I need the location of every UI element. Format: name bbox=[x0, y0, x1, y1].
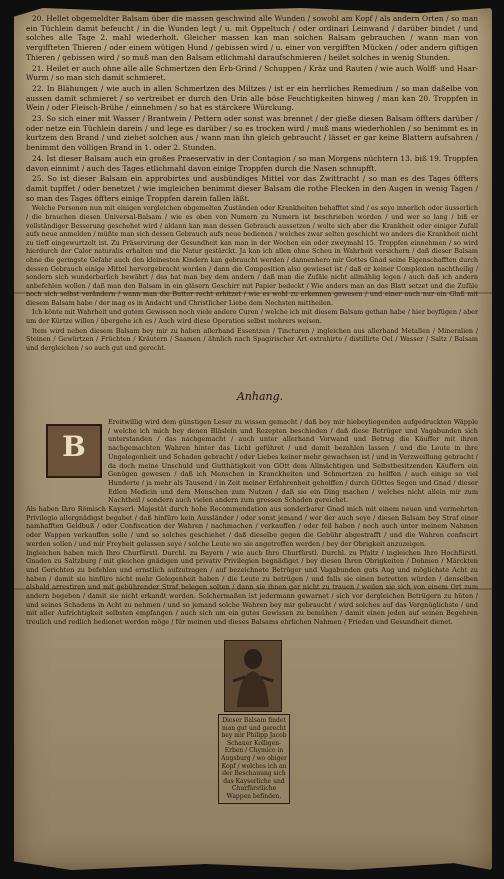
appendix-paragraph-2: Als haben Ihro Römisch Kayserl. Majestät durch hohe Recommendation aus sonderbarer Gnad mich mit einem neuen und vermehrten Privilegio allergnädigst begabet / daß hinfüro kein Aussländer / oder sonst jemand / wer der auch seye / diesen Balsam bey Straf einer namhafften Geldbuß / oder Confiscation der Wahren / nachmachen / verkauffen / oder feil haben / noch auch unter meinem Nahmen oder Wappen verkauffen solle / und so solches geschiehet / daß dieselbe gegen die Gebühr abgestrafft / und die Wahren confiscirt werden sollen / und mir Freyheit gelassen seye / solche Leute wo sie angetroffen werden / bey der Obrigkeit anzuzeigen. bbox=[26, 505, 478, 548]
paragraph-cures: Ich könte mit Wahrheit und gutem Gewissen noch viele andere Curen / welche ich mit diesem Balsam gethan habe / hier beyfügen / aber um der Kürtze willen / übergehe ich es / Auch wird diese Operation selbst mehrers weisen. bbox=[26, 308, 478, 326]
main-text bbox=[26, 14, 478, 353]
paragraph-23: 23. So sich einer mit Wasser / Brantwein / Pettern oder sonst was brennet / der gieße diesen Balsam öffters darüber / oder netze ein Tüchlein darein / und lege es darüber / so es trocken wird / muß mans wiederhohlen / so benimmt es in kurtzem den Brand / und ziehet solchen aus / wann man ihn gleich gebraucht / lässet er gar keine Blattern aufsahren / benimmt den völligen Brand in 1. oder 2. Stunden. bbox=[26, 114, 478, 153]
paragraph-24: 24. Ist dieser Balsam auch ein großes Praeservativ in der Contagion / so man Morgens nüchtern 13. biß 19. Troppfen davon einnimt / auch des Tages etlichmahl davon einige Troppfen durch die Nasen schnupfft. bbox=[26, 153, 478, 173]
print-caption: Dieser Balsam findet man gut und gerecht bey mir Philipp Jacob Schauer Kolligen-Erben / Chymico in Augsburg / wo obiger Kopf / welches ich an der Beschauung sich das Kayserliche und Churfürstliche Wappen befinden. bbox=[218, 714, 290, 804]
appendix-paragraph-3: Ingleichen haben mich Ihro Churfürstl. Durchl. zu Bayern / wie auch Ihro Churfürstl. Durchl. zu Pfaltz / ingleichen Ihro Hochfürstl. Gnaden zu Saltzburg / mit gleichen gnädigen und privativ Privilegien begnädiget / bey diesen Ihren Obrigkeiten / Dohmen / Märckten und Gerichten zu befehlen und ernstlich aufzutragen / auf bezeichnete Betrüger und Vagabunden guts Aug und möglichste Acht zu haben / damit sie hinfüro nicht mehr Gelegenheit haben / die Leute zu betrügen / und falls sie einen betretten würden / denselben alsbald arrestiren und mit gebührender Straf belegen solten / dann sie ihnen gar nicht zu trauen / weilen sie sich von einem Ort zum andern begeben / damit sie nicht erkandt werden. Solchermaßen ist jedermann gewarnet / sich vor dergleichen Betrügern zu hüten / und seines Schadens in Acht zu nehmen / und so jemand solche Wahren bey mir gebraucht / wird solches auf das Vergnüglichste / und mit aller Aufrichtigkeit selbsten empfangen / auch sich um ein gutes Gewissen zu bemühen / damit einen jeden auf seinen Begehren treulich und redlich bedienet werden möge / für meinen und dieses Balsams ehrlichen Nahmen / Frieden und Gesundheit dienet. bbox=[26, 548, 478, 627]
paragraph-20: 20. Hellet obgemeldter Balsam über die massen geschwind alle Wunden / sowohl am Kopf / als andern Orten / so man ein Tüchlein damit befeucht / in die Wunden legt / u. mit Oppeltuch / oder ordinari Leinwand / darüber bindet / und solches alle Tage 2. mahl wiederholt. Gleicher massen kan man solchen Balsam gebrauchen / wann man von vergiffteten Thieren / oder einem wütigen Hund / gebissen wird / u. einer von vergifften Mücken / oder andern giftigen Thieren / gebissen wird / so muß man den Balsam etlichmahl daraufschmieren / heilet solches in wenig Stunden. bbox=[26, 14, 478, 62]
woodcut-print bbox=[224, 640, 282, 712]
paragraph-22: 22. In Blähungen / wie auch in allen Schmertzen des Miltzes / ist er ein herrliches Remedium / so man daßelbe von aussen damit schmieret / so vertreibet er durch den Urin alle böse Feuchtigkeiten hinweg / man kan 20. Troppfen in Wein / oder Fleisch-Brühe / einnehmen / so hat es stärckere Würckung. bbox=[26, 83, 478, 113]
paragraph-25: 25. So ist dieser Balsam ein approbirtes und ausbündiges Mittel vor das Zwittracht / so man es des Tages öffters damit tupffet / oder benetzet / wie imgleichen benimmt dieser Balsam die rothe Flecken in den Augen in wenig Tagen / so man des Tages öffters einige Troppfen darein fallen läßt. bbox=[26, 174, 478, 203]
figure-icon bbox=[225, 641, 281, 711]
paragraph-item: Item wird neben diesem Balsam bey mir zu haben allerhand Essentzen / Tincturen / ingleichen aus allerhand Metallen / Mineralien / Steinen / Gewürtzen / Früchten / Kräutern / Saamen / ähnlich nach Spagirischer Art extrahirte / distillirte Oel / Wasser / Saltz / Balsam und dergleichen / so auch gut und gerecht. bbox=[26, 326, 478, 352]
appendix-title: Anhang. bbox=[236, 390, 284, 403]
initial-letter: B bbox=[62, 430, 86, 463]
paragraph-persons: Welche Personen nun mit einigen vergleichen obgemelten Zuständen oder Krankheiten behafftet sind / es seye innerlich oder äusserlich / die brauchen diesen Universal-Balsam / wie es oben von Numern zu Numern ist beschrieben worden / und wer so lang / biß er vollständiger Besserung geschehet wird / aldann kan man dessen Gebrauch aussetzen / wolte sich aber die Krankheit oder einiger Zufall aufs neue anmelden / müßte man sich dessen Gebrauch aufs neue bedienen / welches zwar selten geschicht wo anders die Krankheit nicht zu tieff eingewurtzelt ist. Zu Präservirung der Gesundheit kan man in der Wochen ein oder zweymahl 15. Troppfen einnehmen / so wird hierdurch der Calor naturalis erhalten und die Natur gestärckt. Ja kan ich allen ohne Scheu in Wahrheit versichern / daß dieser Balsam ohne die geringste Gefahr auch den kleinesten Kindern kan gebraucht werden / dannenhero mir Gottes Gnad seine Eigenschafften durch dessen Gebrauch einige Mittel hervorgebracht worden / dann die Composition also gewieset ist / daß er keiner Complexion nachtheilig / sondern sich wunderbarlich bewährt / das hat man bey dem andern / daß man die Zufäle nicht allmählig legen / auch daß ich andern anbefehlen wollen / daß man den Balsam in ein gläsern Geschirr mit Papier bedeckt / Wie anders man an das Blatt setzet und die Zufäle noch sich selbst verändern / wann man die Butter recht erhitzet / wie es wohl zu erkennen gewesen / und einer auch nur ein Glaß mit diesem Balsam habe / der mag es in Andacht und Christlicher Liebe dem Nechsten mittheilen. bbox=[26, 204, 478, 307]
appendix-paragraph-1: Ereitwillig wird dem günstigen Leser zu wissen gemacht / daß bey mir hiebeyliegenden aufgedruckten Wäpple / welche ich mich bey denen Bläslein und Rezepten beschieden / daß diese Betrüger und Vagabunden sich unterstanden / das nachgemacht / auch unter allerhand Vorwand und Betrug die Käuffer mit ihren nachgemachten Wahren hinter das Licht geführet / und damit bezahlen lassen / und die Leute in ihre Ungelegenheit und Schaden gebracht / oder Liebes keiner mehr gewachsen ist / und in Verzweiflung gebracht / da doch meine Unschuld und Gutthätigkeit von GOtt dem Allmächtigen und Selbstbesitzenden Käuffern ein Genügen gewesen / daß ich Menschen in Kranckheiten und Schmertzen zu helffen / auch einige so viel Hunderte / ja mehr als Tausend / in Zeit meiner Erfahrenheit geholffen / durch GOttes Segen und Gnad / dieser Edlen Medicin und dem Menschen zum Nutzen / daß sie ein Ding machen / welches nicht allein mir zum Nachtheil / sondern auch vielen andern zum grossen Schaden gereichet. bbox=[108, 418, 478, 505]
paragraph-21: 21. Heilet er auch ohne alle alle Schmertzen den Erb-Grind / Schuppen / Kräz und Rauten / wie auch Wolff- und Haar-Wurm / so man sich damit schmieret. bbox=[26, 63, 478, 83]
appendix-text bbox=[26, 418, 478, 627]
